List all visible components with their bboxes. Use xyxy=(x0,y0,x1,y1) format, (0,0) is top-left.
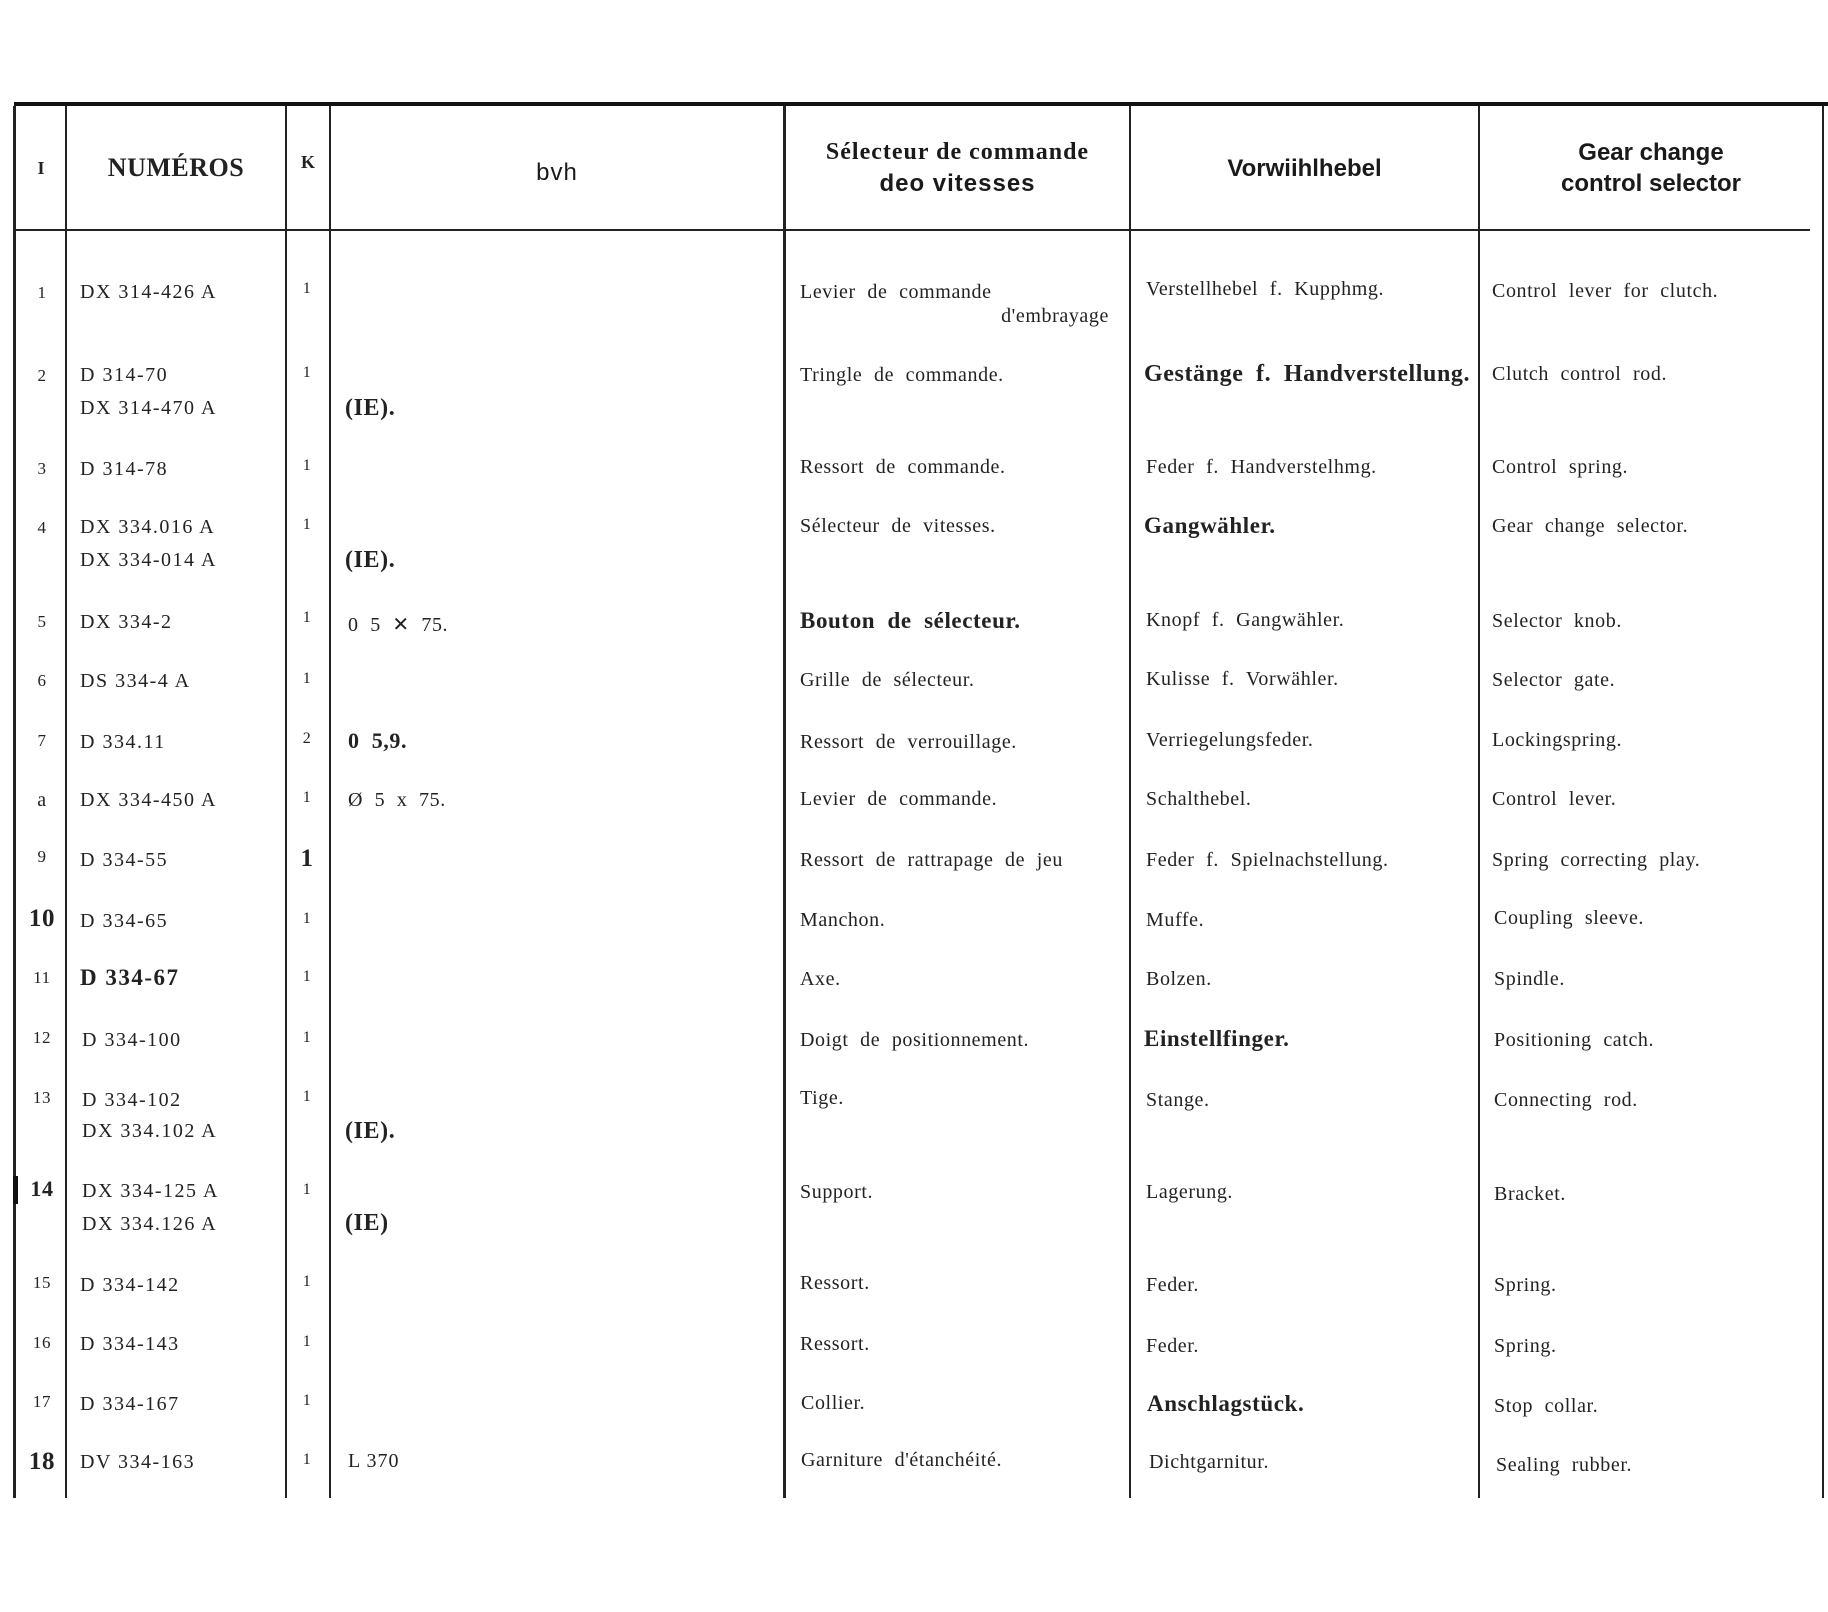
quantity: 1 xyxy=(302,968,312,985)
row-index: a xyxy=(37,789,47,811)
part-number: DS 334-4 A xyxy=(80,670,191,692)
header-bottom-rule xyxy=(14,229,1810,231)
header-french xyxy=(786,108,1129,228)
header-english-line1: Gear change xyxy=(1578,139,1724,166)
row-index: 18 xyxy=(28,1448,56,1475)
row-index: 1 xyxy=(37,283,47,302)
header-index: I xyxy=(37,157,45,178)
quantity: 1 xyxy=(302,1181,312,1198)
french-description-cont: d'embrayage xyxy=(1001,305,1109,327)
english-description: Clutch control rod. xyxy=(1492,363,1668,385)
column-divider-right xyxy=(1822,106,1824,1498)
german-description: Feder. xyxy=(1146,1274,1200,1296)
part-number: DX 334-450 A xyxy=(80,789,217,811)
row-index: 5 xyxy=(37,612,47,631)
column-divider-notes xyxy=(329,106,331,1498)
header-german: Vorwiihlhebel xyxy=(1227,154,1382,182)
german-description: Knopf f. Gangwähler. xyxy=(1146,609,1345,631)
french-description: Manchon. xyxy=(800,909,886,931)
quantity: 2 xyxy=(302,730,312,747)
column-divider-left xyxy=(13,106,16,1498)
quantity: 1 xyxy=(300,845,314,872)
quantity: 1 xyxy=(302,1392,312,1409)
header-notes: bvh xyxy=(536,158,578,186)
german-description: Feder. xyxy=(1146,1335,1200,1357)
part-number: D 334-102 xyxy=(82,1089,182,1111)
part-number-alt: DX 334.102 A xyxy=(82,1120,218,1142)
english-description: Control lever. xyxy=(1492,788,1617,810)
row-index: 10 xyxy=(28,905,56,932)
english-description: Sealing rubber. xyxy=(1496,1454,1633,1476)
part-number: DV 334-163 xyxy=(80,1451,196,1473)
header-numbers: NUMÉROS xyxy=(107,153,245,182)
header-qty: K xyxy=(300,151,315,172)
french-description: Support. xyxy=(800,1181,874,1203)
french-description: Garniture d'étanchéité. xyxy=(801,1449,1003,1471)
note: L 370 xyxy=(348,1450,400,1472)
french-description: Collier. xyxy=(801,1392,866,1414)
part-number: D 334-143 xyxy=(80,1333,180,1355)
part-number: DX 334.016 A xyxy=(80,516,216,538)
french-description: Tringle de commande. xyxy=(800,364,1004,386)
note: Ø 5 x 75. xyxy=(348,789,446,811)
quantity: 1 xyxy=(302,910,312,927)
header-english-line2: control selector xyxy=(1560,170,1742,197)
english-description: Lockingspring. xyxy=(1492,729,1623,751)
part-number-alt: DX 334.126 A xyxy=(82,1213,218,1235)
german-description: Kulisse f. Vorwähler. xyxy=(1146,668,1339,690)
part-number-alt: DX 314-470 A xyxy=(80,397,217,419)
row-index: 9 xyxy=(37,847,47,866)
header-french-line2: deo vitesses xyxy=(879,170,1036,197)
english-description: Connecting rod. xyxy=(1494,1089,1638,1111)
part-number: D 334-167 xyxy=(80,1393,180,1415)
part-number: D 334-55 xyxy=(80,849,169,871)
part-number: DX 334-125 A xyxy=(82,1180,219,1202)
row-index: 15 xyxy=(32,1273,52,1292)
part-number: DX 314-426 A xyxy=(80,281,217,303)
french-description: Bouton de sélecteur. xyxy=(800,608,1021,633)
column-divider-french xyxy=(783,106,786,1498)
german-description: Dichtgarnitur. xyxy=(1149,1451,1270,1473)
part-number: D 314-70 xyxy=(80,364,169,386)
part-number: D 334.11 xyxy=(80,731,166,753)
row-index: 7 xyxy=(37,731,47,750)
french-description: Ressort de verrouillage. xyxy=(800,731,1017,753)
english-description: Spindle. xyxy=(1494,968,1565,990)
quantity: 1 xyxy=(302,1451,312,1468)
german-description: Lagerung. xyxy=(1146,1181,1234,1203)
english-description: Bracket. xyxy=(1494,1183,1566,1205)
english-description: Selector gate. xyxy=(1492,669,1616,691)
header-french-line1: Sélecteur de commande xyxy=(825,139,1090,165)
part-number: D 334-142 xyxy=(80,1274,180,1296)
english-description: Stop collar. xyxy=(1494,1395,1599,1417)
quantity: 1 xyxy=(302,1029,312,1046)
row-index: 11 xyxy=(33,968,51,987)
english-description: Coupling sleeve. xyxy=(1494,907,1645,929)
note: (IE). xyxy=(345,1118,396,1144)
english-description: Positioning catch. xyxy=(1494,1029,1655,1051)
row-index: 17 xyxy=(32,1392,52,1411)
english-description: Spring correcting play. xyxy=(1492,849,1701,871)
english-description: Selector knob. xyxy=(1492,610,1622,632)
quantity: 1 xyxy=(302,670,312,687)
german-description: Bolzen. xyxy=(1146,968,1212,990)
quantity: 1 xyxy=(302,1088,312,1105)
quantity: 1 xyxy=(302,1273,312,1290)
german-description: Verriegelungsfeder. xyxy=(1146,729,1314,751)
english-description: Spring. xyxy=(1494,1335,1557,1357)
note: (IE). xyxy=(345,547,396,573)
part-number: D 334-67 xyxy=(80,965,180,990)
french-description: Sélecteur de vitesses. xyxy=(800,515,996,537)
row-index: 6 xyxy=(37,671,47,690)
french-description: Doigt de positionnement. xyxy=(800,1029,1030,1051)
french-description: Ressort. xyxy=(800,1272,870,1294)
quantity: 1 xyxy=(302,609,312,626)
french-description: Levier de commande. xyxy=(800,788,998,810)
french-description: Axe. xyxy=(800,968,841,990)
part-number: D 334-100 xyxy=(82,1029,182,1051)
german-description: Anschlagstück. xyxy=(1147,1391,1305,1416)
part-number: D 334-65 xyxy=(80,910,169,932)
german-description: Einstellfinger. xyxy=(1144,1026,1290,1051)
row-index: 16 xyxy=(32,1333,52,1352)
row-index: 2 xyxy=(37,366,47,385)
french-description: Ressort de rattrapage de jeu xyxy=(800,849,1063,871)
french-description: Levier de commande xyxy=(800,281,992,303)
german-description: Verstellhebel f. Kupphmg. xyxy=(1146,278,1385,300)
german-description: Gestänge f. Handverstellung. xyxy=(1144,361,1471,387)
note: 0 5 ✕ 75. xyxy=(348,614,449,636)
column-divider-german xyxy=(1129,106,1131,1498)
note: (IE) xyxy=(345,1210,389,1236)
row-index: 13 xyxy=(32,1088,52,1107)
german-description: Muffe. xyxy=(1146,909,1205,931)
english-description: Spring. xyxy=(1494,1274,1557,1296)
english-description: Gear change selector. xyxy=(1492,515,1689,537)
row-index: 3 xyxy=(37,459,47,478)
header-english xyxy=(1480,108,1822,228)
german-description: Feder f. Handverstelhmg. xyxy=(1146,456,1377,478)
quantity: 1 xyxy=(302,1333,312,1350)
part-number: D 314-78 xyxy=(80,458,169,480)
note: 0 5,9. xyxy=(348,728,408,753)
french-description: Tige. xyxy=(800,1087,844,1109)
german-description: Stange. xyxy=(1146,1089,1210,1111)
quantity: 1 xyxy=(302,789,312,806)
quantity: 1 xyxy=(302,364,312,381)
row-index: 14 xyxy=(30,1176,54,1201)
note: (IE). xyxy=(345,395,396,421)
german-description: Feder f. Spielnachstellung. xyxy=(1146,849,1389,871)
part-number: DX 334-2 xyxy=(80,611,173,633)
column-divider-english xyxy=(1478,106,1480,1498)
row-index: 12 xyxy=(32,1028,52,1047)
row-index: 4 xyxy=(37,518,47,537)
quantity: 1 xyxy=(302,516,312,533)
french-description: Ressort de commande. xyxy=(800,456,1006,478)
quantity: 1 xyxy=(302,457,312,474)
english-description: Control lever for clutch. xyxy=(1492,280,1719,302)
french-description: Grille de sélecteur. xyxy=(800,669,975,691)
german-description: Gangwähler. xyxy=(1144,513,1276,538)
french-description: Ressort. xyxy=(800,1333,870,1355)
part-number-alt: DX 334-014 A xyxy=(80,549,217,571)
quantity: 1 xyxy=(302,280,312,297)
english-description: Control spring. xyxy=(1492,456,1629,478)
german-description: Schalthebel. xyxy=(1146,788,1252,810)
